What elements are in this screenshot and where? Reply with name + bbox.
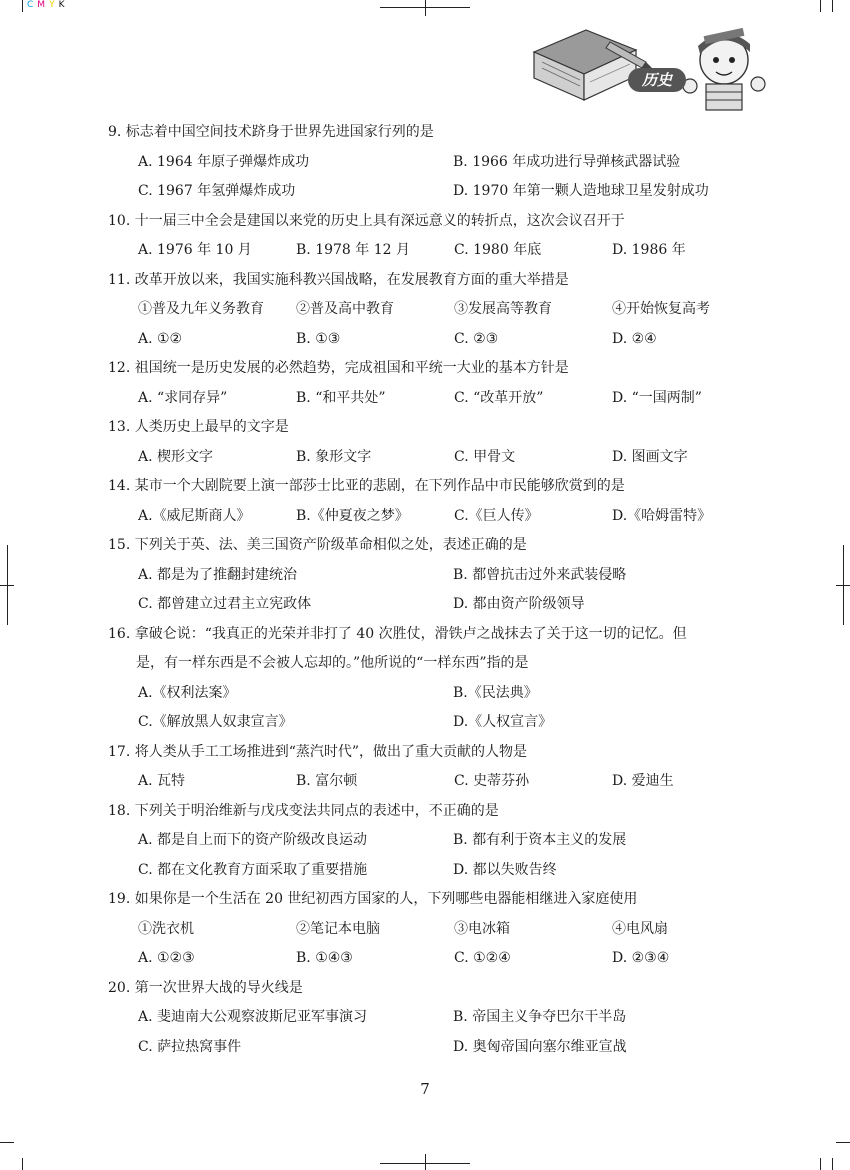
option-a: A. 都是自上而下的资产阶级改良运动	[138, 832, 368, 848]
subject-badge: 历史	[628, 68, 686, 92]
option-a: A. ①②	[138, 330, 183, 347]
option-row	[108, 856, 748, 886]
item-4: ④电风扇	[612, 920, 668, 937]
option-a: A. 1976 年 10 月	[138, 242, 252, 258]
header-illustration	[524, 22, 774, 112]
question-9	[108, 118, 748, 207]
item-2: ②普及高中教育	[296, 301, 394, 317]
option-row	[108, 1033, 748, 1063]
cmyk-k: K	[58, 0, 69, 10]
question-stem: 15. 下列关于英、法、美三国资产阶级革命相似之处，表述正确的是	[108, 537, 527, 553]
crop-mark-top-right-2	[832, 0, 833, 12]
cmyk-y: Y	[49, 0, 59, 10]
cmyk-m: M	[37, 0, 50, 10]
option-d: D. 1970 年第一颗人造地球卫星发射成功	[453, 183, 709, 199]
option-row	[108, 502, 748, 532]
option-c: C. 甲骨文	[454, 448, 516, 465]
option-b: B.《民法典》	[453, 684, 538, 701]
option-row	[108, 767, 748, 797]
option-b: B.《仲夏夜之梦》	[296, 507, 409, 524]
question-stem: 9. 标志着中国空间技术跻身于世界先进国家行列的是	[108, 124, 434, 140]
cmyk-marks	[27, 0, 68, 10]
question-13	[108, 413, 748, 472]
option-row	[108, 708, 748, 738]
crop-mark-bottom-right-2	[832, 1158, 833, 1170]
item-row	[108, 915, 748, 945]
crop-mark-top-left	[22, 0, 23, 12]
option-c: C.《巨人传》	[454, 507, 539, 524]
option-row	[108, 384, 748, 414]
option-row	[108, 561, 748, 591]
option-a: A.《权利法案》	[138, 684, 237, 701]
book-icon	[534, 30, 636, 100]
option-c: C. 史蒂芬孙	[454, 773, 530, 789]
item-2: ②笔记本电脑	[296, 920, 380, 937]
question-14	[108, 472, 748, 531]
crop-mark-left-v	[7, 545, 8, 625]
option-c: C. 都曾建立过君主立宪政体	[138, 596, 312, 612]
option-a: A. 楔形文字	[138, 448, 214, 465]
option-row	[108, 443, 748, 473]
question-stem: 17. 将人类从手工工场推进到“蒸汽时代”，做出了重大贡献的人物是	[108, 743, 528, 760]
item-1: ①普及九年义务教育	[138, 301, 264, 317]
question-stem: 10. 十一届三中全会是建国以来党的历史上具有深远意义的转折点，这次会议召开于	[108, 212, 625, 229]
option-d: D. “一国两制”	[612, 389, 702, 406]
question-stem: 11. 改革开放以来，我国实施科教兴国战略，在发展教育方面的重大举措是	[108, 271, 569, 288]
option-d: D. 图画文字	[612, 448, 688, 465]
question-16	[108, 620, 748, 738]
item-3: ③发展高等教育	[454, 301, 552, 317]
option-row	[108, 236, 748, 266]
option-row	[108, 1003, 748, 1033]
item-3: ③电冰箱	[454, 920, 510, 937]
option-b: B. 帝国主义争夺巴尔干半岛	[453, 1009, 627, 1025]
question-stem: 13. 人类历史上最早的文字是	[108, 419, 289, 435]
option-b: B. 象形文字	[296, 448, 372, 465]
crop-mark-top-right-1	[820, 0, 821, 12]
option-b: B. “和平共处”	[296, 389, 386, 406]
option-b: B. ①④③	[296, 950, 353, 966]
question-17	[108, 738, 748, 797]
option-b: B. 1966 年成功进行导弹核武器试验	[453, 153, 681, 170]
option-row	[108, 325, 748, 355]
option-c: C. 1967 年氢弹爆炸成功	[138, 183, 296, 199]
crop-mark-bottom-right-h	[836, 1142, 850, 1143]
option-a: A. 瓦特	[138, 773, 186, 789]
option-row	[108, 177, 748, 207]
option-a: A. ①②③	[138, 950, 195, 966]
item-1: ①洗衣机	[138, 920, 194, 937]
option-c: C. 萨拉热窝事件	[138, 1038, 242, 1055]
question-10	[108, 207, 748, 266]
option-c: C. ②③	[454, 330, 499, 347]
question-15	[108, 531, 748, 620]
question-19	[108, 885, 748, 974]
question-stem: 20. 第一次世界大战的导火线是	[108, 979, 303, 996]
question-11	[108, 266, 748, 355]
item-row	[108, 295, 748, 325]
option-d: D. 1986 年	[612, 242, 686, 258]
option-c: C. “改革开放”	[454, 389, 544, 406]
question-stem: 16. 拿破仑说：“我真正的光荣并非打了 40 次胜仗，滑铁卢之战抹去了关于这一切的记忆。但	[108, 625, 687, 642]
option-c: C. 1980 年底	[454, 242, 542, 258]
cartoon-kid-icon	[683, 28, 765, 110]
option-b: B. 1978 年 12 月	[296, 242, 410, 258]
question-stem: 19. 如果你是一个生活在 20 世纪初西方国家的人，下列哪些电器能相继进入家庭使用	[108, 891, 638, 907]
option-d: D. 奥匈帝国向塞尔维亚宣战	[453, 1038, 627, 1055]
crop-mark-bottom-center-v	[425, 1154, 426, 1170]
option-d: D. 都以失败告终	[453, 861, 557, 878]
question-18	[108, 797, 748, 886]
option-d: D.《哈姆雷特》	[612, 507, 712, 524]
question-stem: 14. 某市一个大剧院要上演一部莎士比亚的悲剧，在下列作品中市民能够欣赏到的是	[108, 478, 625, 494]
option-b: B. 富尔顿	[296, 773, 358, 789]
option-b: B. 都曾抗击过外来武装侵略	[453, 566, 627, 583]
option-c: C.《解放黑人奴隶宣言》	[138, 714, 293, 730]
option-c: C. 都在文化教育方面采取了重要措施	[138, 861, 368, 878]
option-d: D. ②③④	[612, 950, 670, 966]
option-row	[108, 944, 748, 974]
question-list	[108, 118, 748, 1062]
question-stem-continued: 是，有一样东西是不会被人忘却的。”他所说的“一样东西”指的是	[136, 655, 529, 671]
option-d: D. ②④	[612, 330, 657, 347]
option-a: A. 斐迪南大公观察波斯尼亚军事演习	[138, 1009, 368, 1025]
option-row	[108, 148, 748, 178]
option-row	[108, 679, 748, 709]
option-d: D.《人权宣言》	[453, 714, 553, 730]
crop-mark-right-v	[843, 545, 844, 625]
option-b: B. ①③	[296, 330, 341, 347]
question-20	[108, 974, 748, 1063]
cmyk-c: C	[27, 0, 38, 10]
option-d: D. 爱迪生	[612, 773, 674, 789]
question-stem: 12. 祖国统一是历史发展的必然趋势，完成祖国和平统一大业的基本方针是	[108, 360, 569, 376]
option-a: A. “求同存异”	[138, 389, 228, 406]
option-b: B. 都有利于资本主义的发展	[453, 832, 627, 848]
crop-mark-bottom-left-h	[0, 1142, 14, 1143]
option-c: C. ①②④	[454, 950, 511, 966]
question-12	[108, 354, 748, 413]
option-a: A.《威尼斯商人》	[138, 507, 251, 524]
page-number: 7	[420, 1080, 430, 1098]
crop-mark-top-center-v	[425, 0, 426, 16]
crop-mark-bottom-left-v	[22, 1158, 23, 1170]
option-a: A. 1964 年原子弹爆炸成功	[138, 153, 310, 170]
option-row	[108, 590, 748, 620]
crop-mark-bottom-right-1	[820, 1158, 821, 1170]
option-d: D. 都由资产阶级领导	[453, 596, 585, 612]
question-stem: 18. 下列关于明治维新与戊戌变法共同点的表述中，不正确的是	[108, 802, 499, 819]
option-row	[108, 826, 748, 856]
option-a: A. 都是为了推翻封建统治	[138, 566, 298, 583]
item-4: ④开始恢复高考	[612, 301, 710, 317]
